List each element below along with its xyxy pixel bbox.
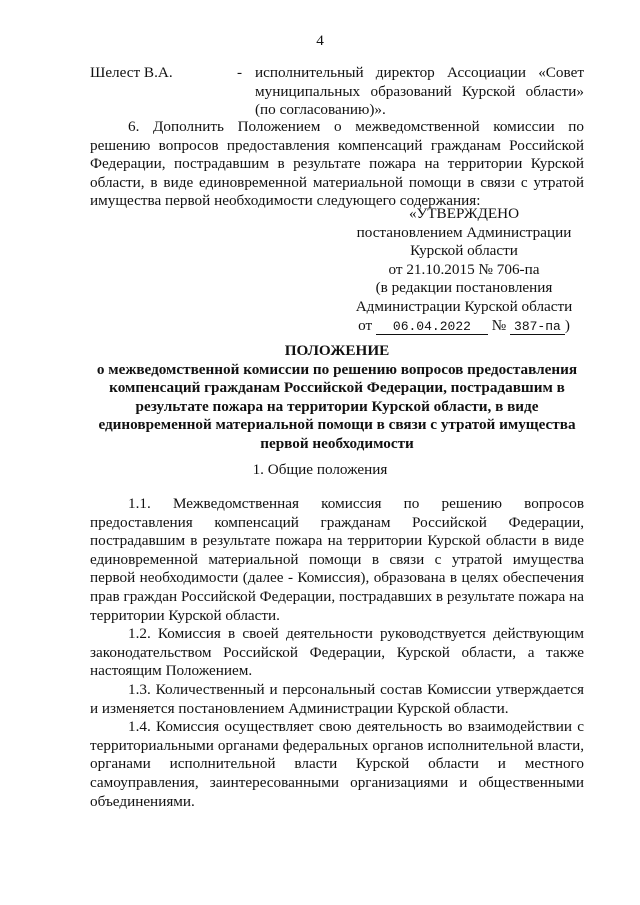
member-role: исполнительный директор Ассоциации «Совет муниципальных образований Курской области» (по согласованию)».	[255, 64, 584, 119]
approval-number: 387-па	[510, 320, 565, 335]
approval-line-4: от 21.10.2015 № 706-па	[388, 260, 540, 278]
document-subtitle: о межведомственной комиссии по решению вопросов предоставления компенсаций гражданам Российской Федерации, пострадавшим в результате пожара на территории Курской области, в виде единовременной материальной помощи в связи с утратой имущества первой необходимости	[96, 360, 578, 452]
paragraph-1-3: 1.3. Количественный и персональный состав Комиссии утверждается и изменяется постановлением Администрации Курской области.	[90, 680, 584, 717]
approval-number-sign: №	[491, 316, 507, 334]
section-heading: 1. Общие положения	[252, 461, 388, 478]
approval-line-6: Администрации Курской области	[355, 297, 573, 315]
approval-ot-label: от	[358, 316, 373, 334]
paragraph-1-2: 1.2. Комиссия в своей деятельности руководствуется действующим законодательством Российской Федерации, Курской области, а также настоящим Положением.	[90, 625, 584, 680]
approval-line-2: постановлением Администрации	[356, 223, 572, 241]
approval-line-3: Курской области	[410, 242, 518, 260]
section-body	[90, 495, 584, 811]
amendment-item-6	[90, 118, 584, 211]
document-title-block	[90, 342, 584, 454]
page-number: 4	[316, 32, 324, 49]
member-name: Шелест В.А.	[90, 64, 173, 81]
paragraph-1-4: 1.4. Комиссия осуществляет свою деятельность во взаимодействии с территориальными органами федеральных органов исполнительной власти, органами исполнительной власти Курской области и местного самоуправления, заинтересованными организациями и общественными объединениями.	[90, 718, 584, 810]
approval-stamp-block	[344, 205, 584, 335]
approval-line-7	[344, 317, 584, 336]
approval-date: 06.04.2022	[376, 320, 488, 335]
approval-close-paren: )	[564, 316, 570, 334]
approval-line-5: (в редакции постановления	[375, 279, 553, 297]
approval-line-1: «УТВЕРЖДЕНО	[408, 205, 520, 222]
member-dash: -	[237, 64, 243, 81]
paragraph-1-1: 1.1. Межведомственная комиссия по решению вопросов предоставления компенсаций гражданам Российской Федерации, пострадавшим в результате пожара на территории Курской области в виде единовременной материальной помощи в связи с утратой имущества первой необходимости (далее - Комиссия), образована в целях обеспечения прав граждан Российской Федерации, пострадавших в результате пожара на территории Курской области.	[90, 495, 584, 624]
amendment-item-6-text: 6. Дополнить Положением о межведомственной комиссии по решению вопросов предоставления компенсаций гражданам Российской Федерации, пострадавшим в результате пожара на территории Курской области, в виде единовременной материальной помощи в связи с утратой имущества первой необходимости следующего содержания:	[90, 118, 584, 210]
document-heading: ПОЛОЖЕНИЕ	[284, 342, 390, 359]
